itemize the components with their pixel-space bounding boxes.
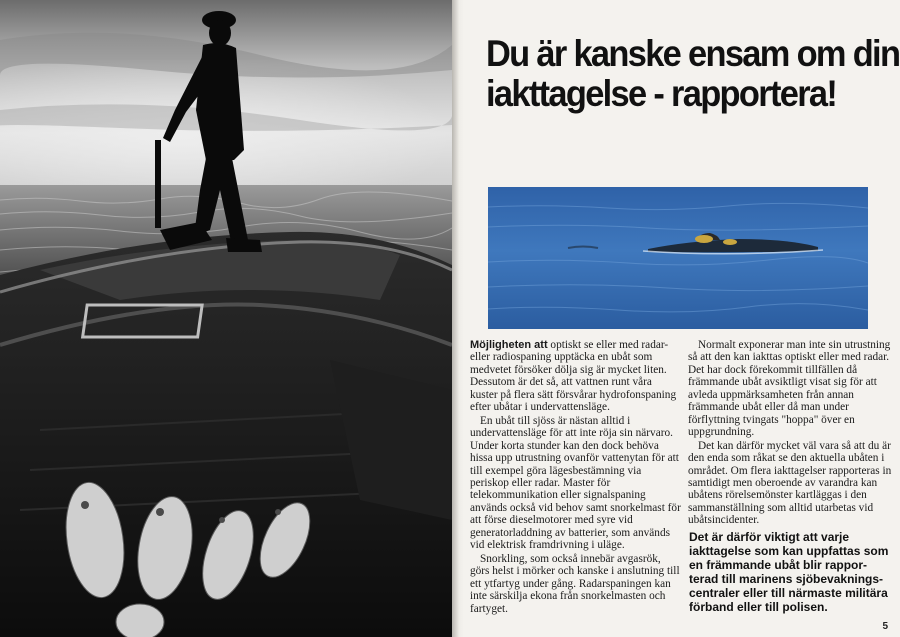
- paragraph: Normalt exponerar man inte sin utrustning så att den kan iakttas optiskt eller med radar. Det har dock förekommit tillfällen då främmande ubåt avsiktligt visat sig för att avleda uppmärksamheten från annan främmande ubåt eller då man under förflyttning tvingats "hoppa" över en uppgrundning.: [688, 339, 891, 439]
- page-number: 5: [882, 621, 888, 632]
- closing-line: centraler eller till närmaste militära: [689, 586, 888, 601]
- submarine-sea-photo: [488, 187, 868, 329]
- paragraph: [470, 339, 682, 414]
- paragraph: Det kan därför mycket väl vara så att du är den enda som råkat se den aktuella ubåten i området. Om flera iakttagelser rapporteras in samtidigt men oberoende av varandra kan ubåtens rörelsemönster kartläggas i den sammanställning som alltid utarbetas vid ubåtsincidenter.: [688, 439, 892, 527]
- article-column-2: [688, 339, 893, 528]
- headline-line-2: iakttagelse - rapportera!: [486, 73, 837, 114]
- closing-line: iakttagelse som kan uppfattas som: [689, 544, 889, 559]
- paragraph: En ubåt till sjöss är nästan alltid i undervattensläge för att inte röja sin närvaro. Under korta stunder kan den dock behöva hissa upp utrustning ovanför vattenytan för att till exempel göra lägesbestämning via periskop eller radar. Master för telekommunikation eller signalspaning används också vid behov samt snorkelmast för att förse dieselmotorer med syre vid generatorladdning av batterier, som används vid elektrisk framdrivning i uläge.: [470, 414, 681, 552]
- article-page: [464, 0, 900, 637]
- headline-line-1: Du är kanske ensam om din: [486, 33, 900, 74]
- closing-line: en främmande ubåt blir rappor-: [689, 558, 868, 573]
- closing-statement: [689, 530, 894, 615]
- closing-line: terad till marinens sjöbevaknings-: [689, 572, 884, 587]
- page-title: [486, 33, 900, 114]
- article-column-1: [470, 339, 682, 616]
- closing-line: Det är därför viktigt att varje: [689, 530, 850, 544]
- lead-in: Möjligheten att: [470, 339, 548, 351]
- paragraph-text: optiskt se eller med radar- eller radiospaning upptäcka en ubåt som medvetet försöker dölja sig är mycket liten. Dessutom är det så, att vattnen runt våra kuster på flera sätt försvårar hydrofonspaning efter ubåtar i undervattensläge.: [470, 339, 677, 414]
- page-gutter: [452, 0, 464, 637]
- closing-line: förband eller till polisen.: [689, 600, 828, 615]
- paragraph: Snorkling, som också innebär avgasrök, görs helst i mörker och kanske i anslutning till ett ytfartyg under gång. Radarspaningen kan inte särskilja ekona från snorkelmasten och fartyget.: [470, 552, 680, 615]
